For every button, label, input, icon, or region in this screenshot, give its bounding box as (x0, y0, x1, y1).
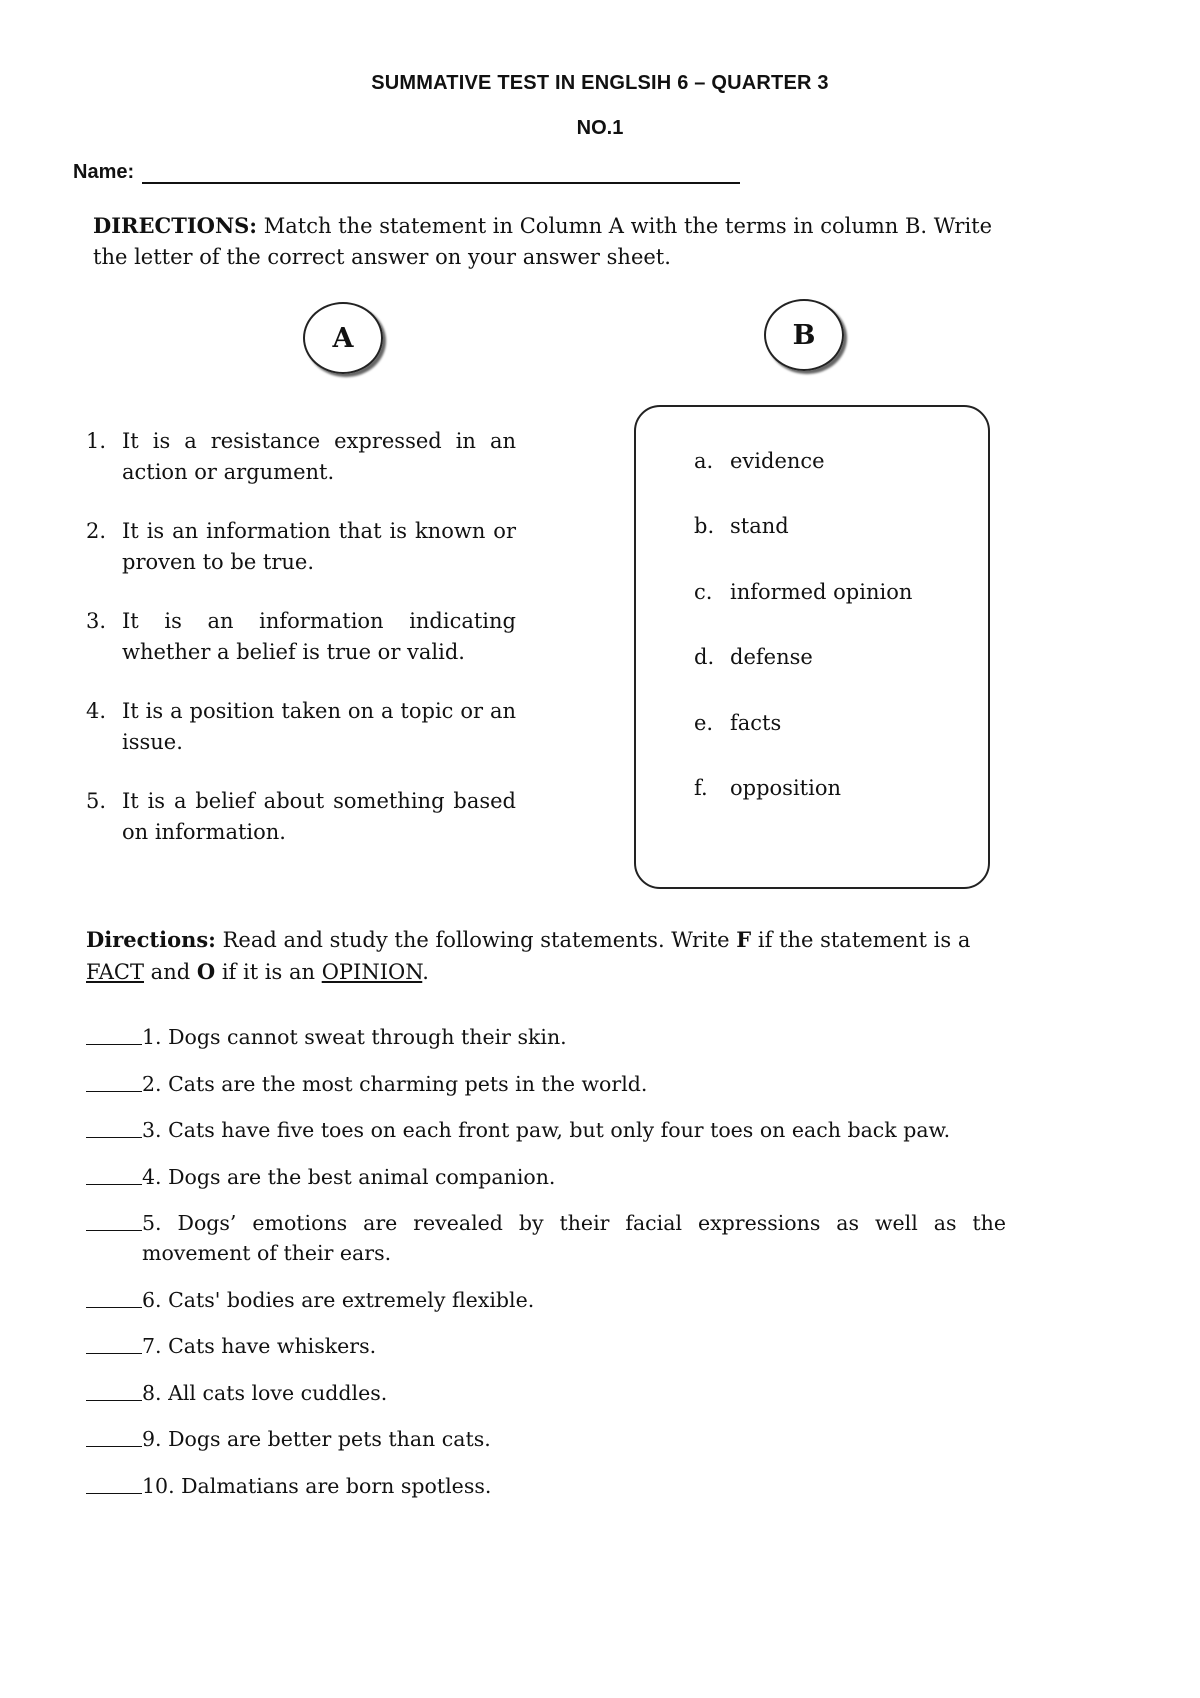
column-a-item (86, 516, 516, 578)
answer-blank[interactable] (86, 1331, 142, 1354)
column-a-item (86, 606, 516, 668)
directions-text-part: . (422, 960, 429, 984)
answer-blank[interactable] (86, 1022, 142, 1045)
fact-opinion-item (86, 1022, 1006, 1052)
choice-letter: e. (694, 710, 714, 735)
statement-text: 1. Dogs cannot sweat through their skin. (142, 1025, 567, 1049)
choice-term: opposition (730, 775, 841, 800)
column-b-item (694, 577, 912, 642)
directions-text-part: if the statement is a (751, 928, 971, 952)
statement-text: 4. Dogs are the best animal companion. (142, 1164, 556, 1189)
column-b-item (694, 642, 912, 707)
fact-opinion-item (86, 1115, 1006, 1145)
answer-blank[interactable] (86, 1162, 142, 1185)
choice-letter: a. (694, 449, 714, 473)
statement-text: 10. Dalmatians are born spotless. (142, 1473, 492, 1498)
choice-letter: f. (694, 775, 708, 800)
name-row (73, 160, 740, 184)
statement-text: 3. Cats have five toes on each front paw, but only four toes on each back paw. (142, 1118, 951, 1142)
fact-opinion-item (86, 1424, 1006, 1454)
choice-term: stand (730, 514, 789, 539)
column-a-item (86, 696, 516, 758)
name-label: Name: (73, 161, 135, 183)
item-number: 2. (86, 519, 107, 543)
statement-text: 5. Dogs’ emotions are revealed by their facial expressions as well as the movement of their ears. (142, 1211, 1006, 1265)
fact-opinion-list (86, 1022, 1006, 1517)
column-b-item (694, 446, 912, 511)
choice-term: defense (730, 645, 813, 670)
statement-text: 9. Dogs are better pets than cats. (142, 1427, 491, 1451)
item-statement: It is an information that is known or proven to be true. (122, 519, 516, 574)
fact-opinion-directions (86, 924, 1016, 988)
column-a-label: A (303, 302, 383, 374)
matching-directions-label: DIRECTIONS: (93, 213, 258, 238)
fact-opinion-item (86, 1378, 1006, 1408)
fact-opinion-item (86, 1162, 1006, 1192)
fact-letter: F (736, 927, 752, 952)
answer-blank[interactable] (86, 1378, 142, 1401)
answer-blank[interactable] (86, 1424, 142, 1447)
choice-term: evidence (730, 449, 825, 473)
column-b-item (694, 708, 912, 773)
fact-opinion-item (86, 1285, 1006, 1315)
choice-term: facts (730, 710, 782, 735)
item-statement: It is a resistance expressed in an action or argument. (122, 429, 516, 484)
answer-blank[interactable] (86, 1285, 142, 1308)
matching-directions (93, 210, 1013, 273)
fact-opinion-item (86, 1331, 1006, 1361)
statement-text: 6. Cats' bodies are extremely flexible. (142, 1287, 535, 1312)
item-statement: It is an information indicating whether a belief is true or valid. (122, 609, 516, 664)
column-a-item (86, 786, 516, 848)
item-statement: It is a position taken on a topic or an issue. (122, 699, 516, 754)
item-statement: It is a belief about something based on information. (122, 789, 516, 844)
fact-opinion-item (86, 1471, 1006, 1501)
statement-text: 7. Cats have whiskers. (142, 1334, 377, 1358)
choice-term: informed opinion (730, 579, 913, 604)
directions-text-part: Read and study the following statements. Write (215, 928, 737, 952)
statement-text: 2. Cats are the most charming pets in the world. (142, 1071, 648, 1096)
test-number: NO.1 (576, 117, 624, 139)
answer-blank[interactable] (86, 1115, 142, 1138)
answer-blank[interactable] (86, 1471, 142, 1494)
item-number: 1. (86, 429, 107, 453)
fact-opinion-item (86, 1208, 1006, 1268)
answer-blank[interactable] (86, 1069, 142, 1092)
fact-opinion-directions-label: Directions: (86, 927, 216, 952)
choice-letter: c. (694, 579, 713, 604)
choice-letter: d. (694, 645, 715, 670)
fact-opinion-item (86, 1069, 1006, 1099)
choice-letter: b. (694, 514, 715, 539)
opinion-word: OPINION (321, 960, 423, 984)
statement-text: 8. All cats love cuddles. (142, 1380, 388, 1405)
column-b-item (694, 511, 912, 576)
directions-text-part: if it is an (215, 960, 322, 984)
fact-word: FACT (86, 960, 144, 984)
column-b-label: B (764, 299, 844, 371)
directions-text-part: and (144, 960, 197, 984)
column-b-item (694, 773, 912, 838)
name-blank-line (142, 160, 740, 184)
column-a-item (86, 426, 516, 488)
matching-directions-text: Match the statement in Column A with the terms in column B. Write the letter of the correct answer on your answer sheet. (93, 214, 993, 269)
item-number: 5. (86, 789, 107, 813)
answer-blank[interactable] (86, 1208, 142, 1231)
item-number: 3. (86, 609, 107, 633)
column-a-list (86, 426, 516, 876)
column-b-list (694, 446, 912, 838)
test-title: SUMMATIVE TEST IN ENGLSIH 6 – QUARTER 3 (371, 72, 829, 94)
opinion-letter: O (196, 959, 216, 984)
item-number: 4. (86, 699, 107, 723)
